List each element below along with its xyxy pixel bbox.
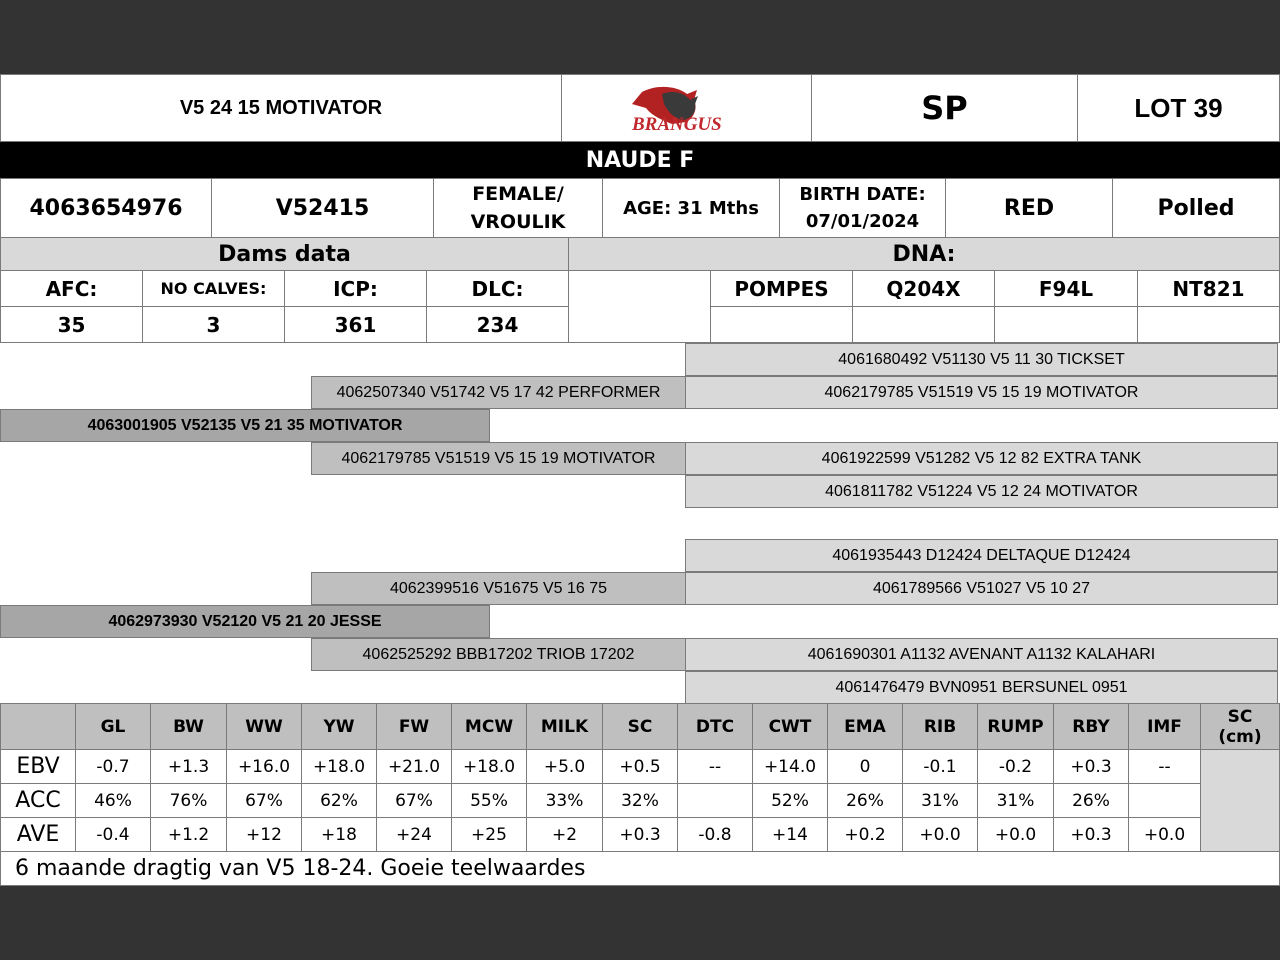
ebv-header-corner	[0, 703, 76, 750]
pedigree-sire-sire-sire: 4061680492 V51130 V5 11 30 TICKSET	[685, 343, 1278, 376]
dlc-label: DLC:	[426, 270, 569, 307]
ebv-cell: +1.2	[150, 817, 227, 852]
ebv-col-imf: IMF	[1128, 703, 1201, 750]
ebv-col-rump: RUMP	[977, 703, 1054, 750]
ebv-col-milk: MILK	[526, 703, 603, 750]
dna-f94l-label: F94L	[994, 270, 1138, 307]
ebv-cell: +14.0	[752, 749, 828, 784]
ebv-cell: +0.0	[977, 817, 1054, 852]
pedigree-sire-sire: 4062507340 V51742 V5 17 42 PERFORMER	[311, 376, 686, 409]
dna-nt821-value	[1137, 306, 1280, 343]
dna-f94l-value	[994, 306, 1138, 343]
dna-pompes-label: POMPES	[710, 270, 853, 307]
ebv-col-yw: YW	[301, 703, 377, 750]
ebv-cell: 32%	[602, 783, 678, 818]
pedigree-dam-dam: 4062525292 BBB17202 TRIOB 17202	[311, 638, 686, 671]
ebv-cell	[1128, 783, 1201, 818]
ebv-cell: +0.5	[602, 749, 678, 784]
ebv-cell: +18.0	[301, 749, 377, 784]
dna-nt821-label: NT821	[1137, 270, 1280, 307]
ebv-cell: +25	[451, 817, 527, 852]
sc-cm-line-2: (cm)	[1218, 726, 1262, 747]
ebv-col-rby: RBY	[1053, 703, 1129, 750]
ebv-cell: +12	[226, 817, 302, 852]
ebv-col-dtc: DTC	[677, 703, 753, 750]
ebv-cell: -0.2	[977, 749, 1054, 784]
dna-empty-cell	[568, 270, 711, 343]
animal-id: 4063654976	[0, 178, 212, 238]
ebv-cell: 67%	[226, 783, 302, 818]
dna-q204x-value	[852, 306, 995, 343]
ebv-col-sc-cm	[1200, 703, 1280, 750]
dna-title: DNA:	[568, 237, 1280, 271]
pedigree-sire-dam-sire: 4061922599 V51282 V5 12 82 EXTRA TANK	[685, 442, 1278, 475]
ebv-cell: --	[677, 749, 753, 784]
no-calves-label: NO CALVES:	[142, 270, 285, 307]
bull-head-icon	[602, 82, 772, 134]
dams-data-title: Dams data	[0, 237, 569, 271]
pedigree-dam-sire-dam: 4061789566 V51027 V5 10 27	[685, 572, 1278, 605]
ebv-row-label-acc: ACC	[0, 783, 76, 818]
pedigree-dam: 4062973930 V52120 V5 21 20 JESSE	[0, 605, 490, 638]
ebv-cell: 55%	[451, 783, 527, 818]
ebv-cell: --	[1128, 749, 1201, 784]
icp-value: 361	[284, 306, 427, 343]
ebv-cell: -0.8	[677, 817, 753, 852]
ebv-cell: 67%	[376, 783, 452, 818]
icp-label: ICP:	[284, 270, 427, 307]
pedigree-sire: 4063001905 V52135 V5 21 35 MOTIVATOR	[0, 409, 490, 442]
ebv-cell: +5.0	[526, 749, 603, 784]
dna-q204x-label: Q204X	[852, 270, 995, 307]
brangus-logo	[561, 74, 812, 142]
ebv-cell: 62%	[301, 783, 377, 818]
ebv-row-label-ave: AVE	[0, 817, 76, 852]
birth-date-label: BIRTH DATE:	[799, 184, 926, 205]
ebv-cell: +0.0	[1128, 817, 1201, 852]
ebv-col-mcw: MCW	[451, 703, 527, 750]
ebv-cell: +1.3	[150, 749, 227, 784]
ebv-cell: 52%	[752, 783, 828, 818]
dna-pompes-value	[710, 306, 853, 343]
pedigree-dam-dam-sire: 4061690301 A1132 AVENANT A1132 KALAHARI	[685, 638, 1278, 671]
birth-date-value: 07/01/2024	[805, 211, 920, 232]
no-calves-value: 3	[142, 306, 285, 343]
sc-cm-line-1: SC	[1227, 706, 1253, 727]
lot-number: LOT 39	[1077, 74, 1280, 142]
ebv-cell: +21.0	[376, 749, 452, 784]
age-field: AGE: 31 Mths	[602, 178, 780, 238]
ebv-cell: 31%	[977, 783, 1054, 818]
owner-name: NAUDE F	[0, 142, 1280, 178]
ebv-cell: 33%	[526, 783, 603, 818]
ebv-cell: +18.0	[451, 749, 527, 784]
ebv-col-ww: WW	[226, 703, 302, 750]
ebv-col-sc: SC	[602, 703, 678, 750]
ebv-cell: +14	[752, 817, 828, 852]
ebv-cell: +0.3	[1053, 817, 1129, 852]
afc-label: AFC:	[0, 270, 143, 307]
ebv-cell: 46%	[75, 783, 151, 818]
pedigree-sire-dam-dam: 4061811782 V51224 V5 12 24 MOTIVATOR	[685, 475, 1278, 508]
ebv-col-rib: RIB	[902, 703, 978, 750]
ebv-cell: 31%	[902, 783, 978, 818]
ebv-col-cwt: CWT	[752, 703, 828, 750]
remarks: 6 maande dragtig van V5 18-24. Goeie teelwaardes	[0, 851, 1280, 886]
ebv-cell: 26%	[827, 783, 903, 818]
sex-line-1: FEMALE/	[472, 183, 564, 205]
ebv-cell: -0.7	[75, 749, 151, 784]
ebv-cell: +24	[376, 817, 452, 852]
ebv-sc-cm-blank	[1200, 749, 1280, 852]
ebv-cell: 0	[827, 749, 903, 784]
ebv-cell: +0.3	[1053, 749, 1129, 784]
logo-text: BRANGUS	[631, 114, 722, 134]
ebv-cell: 76%	[150, 783, 227, 818]
pedigree-sire-dam: 4062179785 V51519 V5 15 19 MOTIVATOR	[311, 442, 686, 475]
horn-status-field: Polled	[1112, 178, 1280, 238]
ebv-cell: -0.4	[75, 817, 151, 852]
ebv-cell: +0.0	[902, 817, 978, 852]
ebv-cell: +16.0	[226, 749, 302, 784]
ebv-cell: +18	[301, 817, 377, 852]
ebv-row-label-ebv: EBV	[0, 749, 76, 784]
ebv-col-bw: BW	[150, 703, 227, 750]
dlc-value: 234	[426, 306, 569, 343]
color-field: RED	[945, 178, 1113, 238]
pedigree-dam-dam-dam: 4061476479 BVN0951 BERSUNEL 0951	[685, 671, 1278, 704]
ebv-cell: +0.2	[827, 817, 903, 852]
pedigree-dam-sire: 4062399516 V51675 V5 16 75	[311, 572, 686, 605]
animal-name: V5 24 15 MOTIVATOR	[0, 74, 562, 142]
ebv-cell	[677, 783, 753, 818]
ebv-cell: 26%	[1053, 783, 1129, 818]
ebv-col-gl: GL	[75, 703, 151, 750]
birth-date-field	[779, 178, 946, 238]
ebv-col-ema: EMA	[827, 703, 903, 750]
ebv-cell: +2	[526, 817, 603, 852]
sex-line-2: VROULIK	[470, 211, 566, 233]
sex-field	[433, 178, 603, 238]
afc-value: 35	[0, 306, 143, 343]
pedigree-dam-sire-sire: 4061935443 D12424 DELTAQUE D12424	[685, 539, 1278, 572]
pedigree-sire-sire-dam: 4062179785 V51519 V5 15 19 MOTIVATOR	[685, 376, 1278, 409]
ebv-cell: -0.1	[902, 749, 978, 784]
animal-code: V52415	[211, 178, 434, 238]
ebv-col-fw: FW	[376, 703, 452, 750]
ebv-cell: +0.3	[602, 817, 678, 852]
category-code: SP	[811, 74, 1078, 142]
lot-card	[0, 74, 1280, 886]
